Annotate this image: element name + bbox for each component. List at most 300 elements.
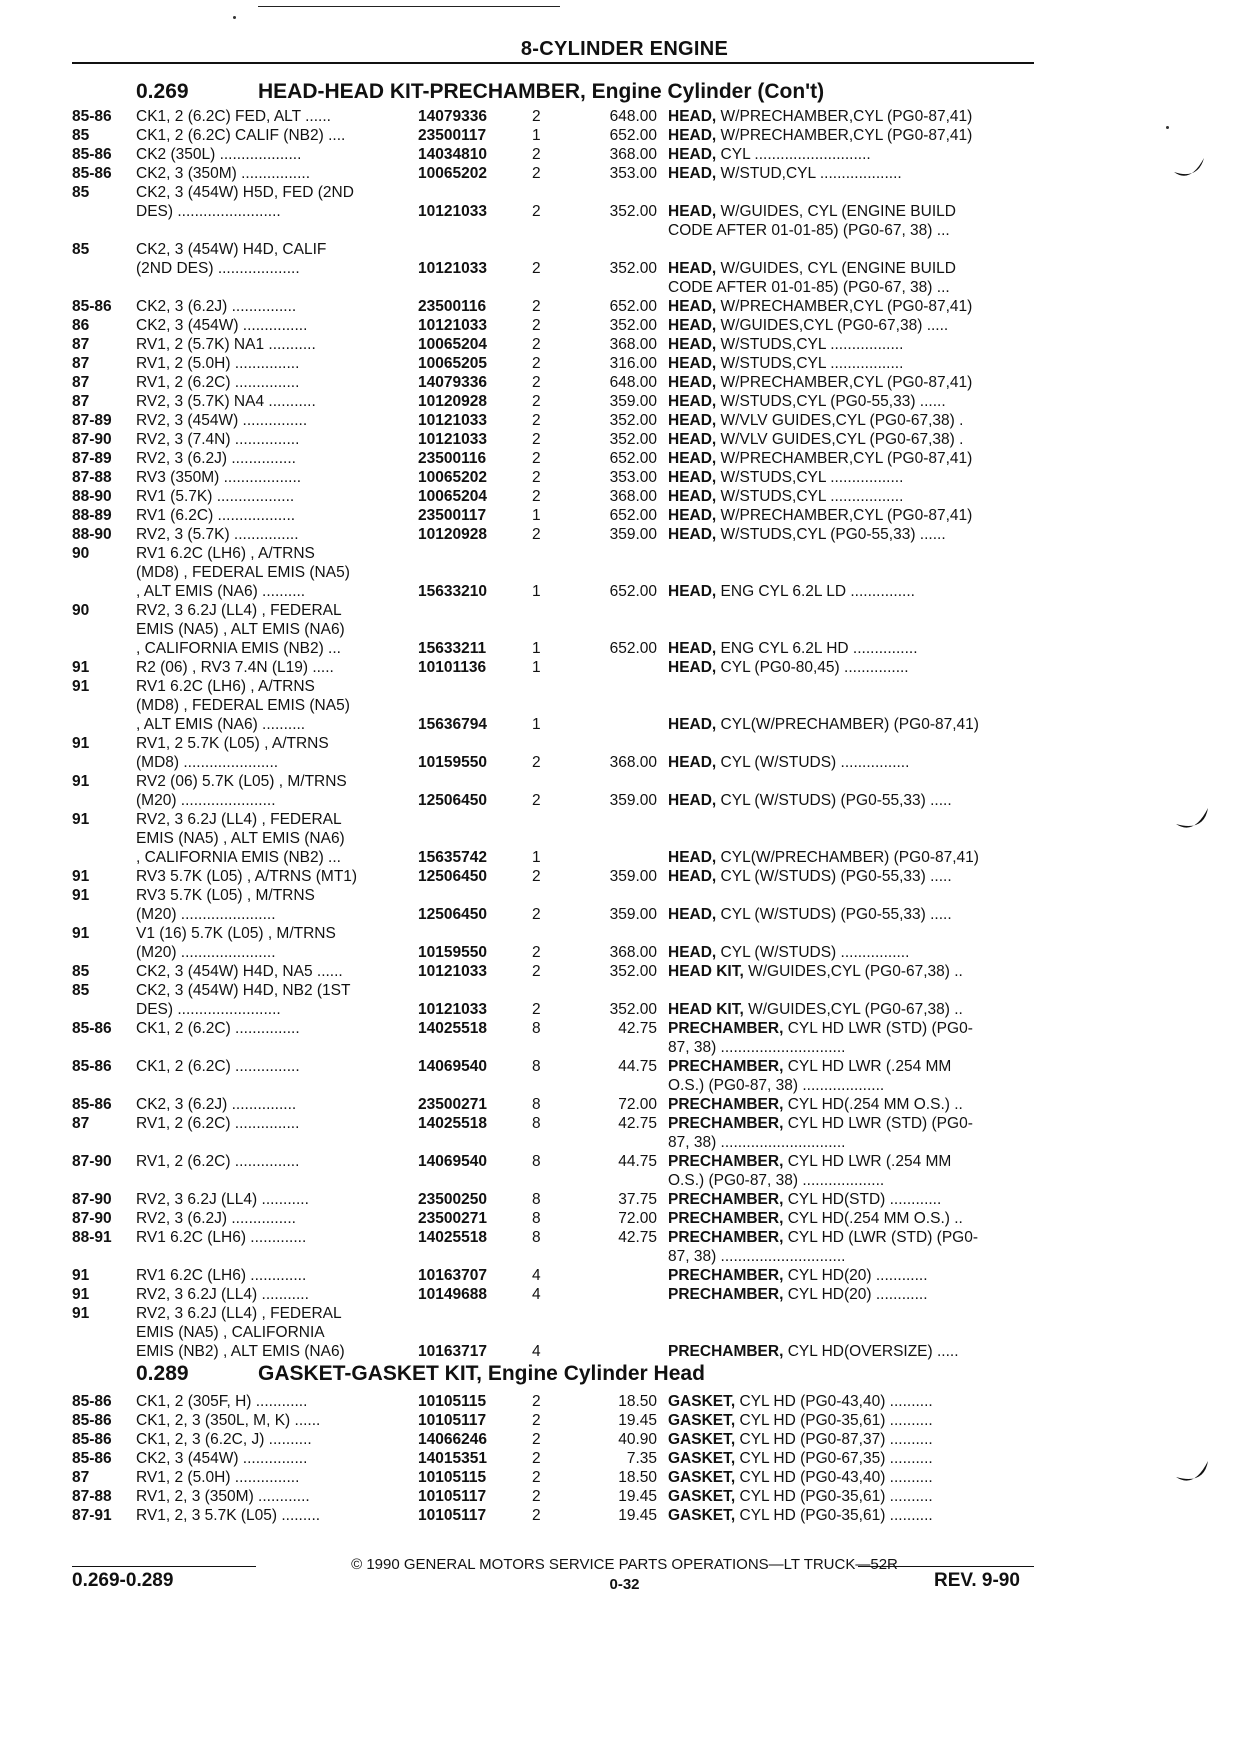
application: DES) ........................ [136,203,281,220]
quantity: 2 [532,526,541,543]
table-row [72,146,1062,165]
quantity: 2 [532,488,541,505]
part-keyword: HEAD, [668,431,717,448]
model-year: 87 [72,374,90,391]
application: RV1, 2 (5.0H) ............... [136,355,300,372]
quantity: 8 [532,1020,541,1037]
application: CK2, 3 (350M) ................ [136,165,310,182]
table-row [72,1210,1062,1229]
quantity: 2 [532,412,541,429]
part-number: 10120928 [418,526,487,543]
price: 352.00 [609,1001,657,1018]
table-row [72,868,1062,887]
model-year: 90 [72,545,90,562]
quantity: 2 [532,450,541,467]
model-year: 87-89 [72,412,112,429]
price: 42.75 [618,1115,657,1132]
part-keyword: HEAD, [668,640,717,657]
application: RV1 (6.2C) .................. [136,507,296,524]
quantity: 2 [532,792,541,809]
application: RV1, 2 (6.2C) ............... [136,1115,300,1132]
application: RV2, 3 (7.4N) ............... [136,431,300,448]
price: 44.75 [618,1153,657,1170]
table-row [72,1507,1062,1526]
part-keyword: GASKET, [668,1431,736,1448]
quantity: 4 [532,1286,541,1303]
price: 368.00 [609,754,657,771]
part-number: 14066246 [418,1431,487,1448]
part-keyword: PRECHAMBER, [668,1115,784,1132]
quantity: 2 [532,868,541,885]
part-keyword: GASKET, [668,1450,736,1467]
part-keyword: HEAD, [668,583,717,600]
quantity: 8 [532,1229,541,1246]
table-row [72,906,1062,925]
part-number: 10159550 [418,754,487,771]
table-row [72,317,1062,336]
application: RV2, 3 (454W) ............... [136,412,308,429]
application: (M20) ...................... [136,906,276,923]
part-keyword: HEAD, [668,165,717,182]
table-row [72,165,1062,184]
table-row [72,298,1062,317]
table-row [72,469,1062,488]
table-row [72,488,1062,507]
model-year: 91 [72,887,90,904]
model-year: 88-90 [72,488,112,505]
application: , CALIFORNIA EMIS (NB2) ... [136,640,341,657]
model-year: 85-86 [72,1393,112,1410]
quantity: 8 [532,1191,541,1208]
application: CK2, 3 (454W) ............... [136,1450,308,1467]
model-year: 85-86 [72,1096,112,1113]
price: 368.00 [609,336,657,353]
part-number: 14069540 [418,1058,487,1075]
model-year: 87-90 [72,1210,112,1227]
part-number: 10065202 [418,469,487,486]
description: HEAD, W/VLV GUIDES,CYL (PG0-67,38) . [668,412,964,429]
quantity: 1 [532,716,541,733]
model-year: 88-90 [72,526,112,543]
part-keyword: HEAD, [668,146,717,163]
part-number: 10105117 [418,1412,487,1429]
part-keyword: HEAD, [668,450,717,467]
part-number: 12506450 [418,792,487,809]
part-number: 14025518 [418,1020,487,1037]
model-year: 85-86 [72,108,112,125]
quantity: 2 [532,374,541,391]
binder-hole-mark [1168,150,1208,190]
application: RV2, 3 (6.2J) ............... [136,1210,296,1227]
description: HEAD, CYL (W/STUDS) ................ [668,754,910,771]
description: HEAD, W/STUDS,CYL (PG0-55,33) ...... [668,393,946,410]
part-keyword: HEAD, [668,393,717,410]
table-row [72,1393,1062,1412]
application: CK1, 2, 3 (350L, M, K) ...... [136,1412,321,1429]
application: CK2, 3 (454W) H4D, NA5 ...... [136,963,343,980]
price: 7.35 [626,1450,657,1467]
price: 352.00 [609,963,657,980]
model-year: 85-86 [72,1450,112,1467]
description: HEAD, CYL (W/STUDS) (PG0-55,33) ..... [668,868,952,885]
description: HEAD, CYL (W/STUDS) (PG0-55,33) ..... [668,792,952,809]
part-keyword: HEAD, [668,849,717,866]
quantity: 2 [532,1469,541,1486]
description: GASKET, CYL HD (PG0-35,61) .......... [668,1488,933,1505]
application: CK2 (350L) ................... [136,146,302,163]
description: HEAD, CYL (W/STUDS) (PG0-55,33) ..... [668,906,952,923]
table-row [72,1096,1062,1115]
quantity: 2 [532,260,541,277]
table-row [72,108,1062,127]
table-row [72,678,1062,697]
price: 648.00 [609,108,657,125]
quantity: 1 [532,849,541,866]
title-rule [72,62,1034,64]
speck [1166,126,1169,129]
table-row [72,982,1062,1001]
table-row [72,830,1062,849]
quantity: 8 [532,1096,541,1113]
table-row [72,393,1062,412]
price: 44.75 [618,1058,657,1075]
price: 359.00 [609,868,657,885]
quantity: 2 [532,963,541,980]
application: (M20) ...................... [136,944,276,961]
table-row [72,1020,1062,1039]
description: HEAD, CYL(W/PRECHAMBER) (PG0-87,41) [668,716,979,733]
model-year: 88-89 [72,507,112,524]
part-number: 15633210 [418,583,487,600]
description: PRECHAMBER, CYL HD(20) ............ [668,1286,928,1303]
table-row [72,431,1062,450]
price: 352.00 [609,317,657,334]
application: CK1, 2, 3 (6.2C, J) .......... [136,1431,312,1448]
part-number: 10121033 [418,412,487,429]
quantity: 2 [532,431,541,448]
quantity: 2 [532,906,541,923]
table-row [72,1134,1062,1153]
table-row [72,184,1062,203]
application: RV2, 3 6.2J (LL4) , FEDERAL [136,811,342,828]
description: GASKET, CYL HD (PG0-35,61) .......... [668,1507,933,1524]
quantity: 8 [532,1115,541,1132]
section-header-0269 [72,80,1062,110]
description: HEAD, W/GUIDES, CYL (ENGINE BUILD [668,260,956,277]
description: PRECHAMBER, CYL HD(STD) ............ [668,1191,942,1208]
part-number: 10105117 [418,1507,487,1524]
footer-copyright: © 1990 GENERAL MOTORS SERVICE PARTS OPERATIONS—LT TRUCK—52R [351,1556,898,1573]
table-row [72,1343,1062,1362]
model-year: 85-86 [72,1412,112,1429]
part-keyword: PRECHAMBER, [668,1020,784,1037]
application: RV2, 3 (5.7K) NA4 ........... [136,393,316,410]
model-year: 85-86 [72,1431,112,1448]
part-number: 10101136 [418,659,487,676]
application: CK2, 3 (6.2J) ............... [136,1096,297,1113]
quantity: 2 [532,165,541,182]
application: (MD8) ...................... [136,754,279,771]
application: CK1, 2 (6.2C) ............... [136,1020,300,1037]
price: 19.45 [618,1507,657,1524]
quantity: 8 [532,1058,541,1075]
description: 87, 38) ............................. [668,1039,846,1056]
quantity: 1 [532,640,541,657]
description: GASKET, CYL HD (PG0-43,40) .......... [668,1393,933,1410]
table-row [72,222,1062,241]
price: 368.00 [609,944,657,961]
part-keyword: PRECHAMBER, [668,1191,784,1208]
model-year: 91 [72,773,90,790]
price: 352.00 [609,412,657,429]
model-year: 87-90 [72,431,112,448]
model-year: 87 [72,355,90,372]
description: PRECHAMBER, CYL HD LWR (STD) (PG0- [668,1020,973,1037]
application: RV1 6.2C (LH6) , A/TRNS [136,545,315,562]
description: HEAD KIT, W/GUIDES,CYL (PG0-67,38) .. [668,1001,963,1018]
quantity: 4 [532,1267,541,1284]
model-year: 91 [72,925,90,942]
footer-page-number: 0-32 [609,1576,640,1593]
table-row [72,1001,1062,1020]
part-number: 23500271 [418,1096,487,1113]
description: HEAD, W/PRECHAMBER,CYL (PG0-87,41) [668,450,973,467]
description: HEAD, ENG CYL 6.2L LD ............... [668,583,915,600]
model-year: 87 [72,1469,90,1486]
description: HEAD, W/PRECHAMBER,CYL (PG0-87,41) [668,127,973,144]
application: CK2, 3 (454W) H4D, NB2 (1ST [136,982,351,999]
part-number: 23500271 [418,1210,487,1227]
model-year: 85-86 [72,1020,112,1037]
part-number: 10065202 [418,165,487,182]
model-year: 91 [72,735,90,752]
part-number: 10163717 [418,1343,487,1360]
quantity: 2 [532,469,541,486]
application: RV2, 3 (5.7K) ............... [136,526,299,543]
table-row [72,1039,1062,1058]
price: 652.00 [609,450,657,467]
description: GASKET, CYL HD (PG0-67,35) .......... [668,1450,933,1467]
description: HEAD, W/STUDS,CYL (PG0-55,33) ...... [668,526,946,543]
table-row [72,773,1062,792]
table-row [72,507,1062,526]
model-year: 87-89 [72,450,112,467]
table-row [72,944,1062,963]
quantity: 8 [532,1210,541,1227]
table-row [72,412,1062,431]
application: RV1, 2 (5.0H) ............... [136,1469,300,1486]
price: 42.75 [618,1229,657,1246]
application: RV2, 3 6.2J (LL4) , FEDERAL [136,1305,342,1322]
model-year: 87-90 [72,1191,112,1208]
quantity: 2 [532,336,541,353]
part-number: 14025518 [418,1115,487,1132]
model-year: 91 [72,1305,90,1322]
part-number: 14079336 [418,108,487,125]
quantity: 8 [532,1153,541,1170]
application: CK1, 2 (305F, H) ............ [136,1393,308,1410]
description: PRECHAMBER, CYL HD(.254 MM O.S.) .. [668,1210,963,1227]
part-keyword: HEAD, [668,792,717,809]
table-row [72,203,1062,222]
part-keyword: GASKET, [668,1412,736,1429]
table-row [72,640,1062,659]
application: DES) ........................ [136,1001,281,1018]
part-number: 10065204 [418,488,487,505]
model-year: 87-90 [72,1153,112,1170]
application: R2 (06) , RV3 7.4N (L19) ..... [136,659,334,676]
table-row [72,1286,1062,1305]
model-year: 85 [72,241,90,258]
table-row [72,241,1062,260]
quantity: 2 [532,317,541,334]
model-year: 90 [72,602,90,619]
part-keyword: HEAD KIT, [668,963,744,980]
part-number: 10120928 [418,393,487,410]
price: 352.00 [609,203,657,220]
application: RV1 6.2C (LH6) ............. [136,1229,307,1246]
part-number: 10065204 [418,336,487,353]
description: HEAD, W/PRECHAMBER,CYL (PG0-87,41) [668,108,973,125]
price: 353.00 [609,165,657,182]
part-keyword: HEAD, [668,260,717,277]
section-code: 0.289 [136,1362,189,1385]
table-row [72,545,1062,564]
model-year: 85 [72,184,90,201]
table-row [72,1324,1062,1343]
application: RV1, 2, 3 (350M) ............ [136,1488,310,1505]
model-year: 85-86 [72,1058,112,1075]
price: 368.00 [609,488,657,505]
part-number: 10105115 [418,1469,487,1486]
table-row [72,849,1062,868]
quantity: 2 [532,298,541,315]
application: , ALT EMIS (NA6) .......... [136,716,306,733]
part-keyword: PRECHAMBER, [668,1343,784,1360]
price: 352.00 [609,260,657,277]
model-year: 88-91 [72,1229,112,1246]
model-year: 85 [72,127,90,144]
price: 42.75 [618,1020,657,1037]
application: CK1, 2 (6.2C) ............... [136,1058,300,1075]
model-year: 87 [72,336,90,353]
application: RV1 6.2C (LH6) , A/TRNS [136,678,315,695]
description: HEAD, CYL ........................... [668,146,871,163]
description: HEAD, CYL (PG0-80,45) ............... [668,659,909,676]
application: (MD8) , FEDERAL EMIS (NA5) [136,697,350,714]
part-keyword: HEAD, [668,108,717,125]
description: HEAD, W/GUIDES, CYL (ENGINE BUILD [668,203,956,220]
application: RV2 (06) 5.7K (L05) , M/TRNS [136,773,347,790]
table-row [72,1191,1062,1210]
description: PRECHAMBER, CYL HD(20) ............ [668,1267,928,1284]
application: CK1, 2 (6.2C) CALIF (NB2) .... [136,127,346,144]
table-row [72,1229,1062,1248]
price: 316.00 [609,355,657,372]
table-row [72,1488,1062,1507]
model-year: 87 [72,393,90,410]
part-number: 10121033 [418,963,487,980]
part-number: 10159550 [418,944,487,961]
model-year: 86 [72,317,90,334]
part-keyword: HEAD, [668,374,717,391]
part-number: 23500250 [418,1191,487,1208]
part-keyword: GASKET, [668,1507,736,1524]
price: 40.90 [618,1431,657,1448]
model-year: 85-86 [72,298,112,315]
quantity: 4 [532,1343,541,1360]
part-keyword: HEAD, [668,906,717,923]
parts-table-0269 [72,108,1062,1362]
price: 18.50 [618,1393,657,1410]
application: , ALT EMIS (NA6) .......... [136,583,306,600]
description: HEAD, ENG CYL 6.2L HD ............... [668,640,918,657]
part-keyword: HEAD, [668,488,717,505]
description: CODE AFTER 01-01-85) (PG0-67, 38) ... [668,222,950,239]
table-row [72,754,1062,773]
part-number: 10065205 [418,355,487,372]
table-row [72,659,1062,678]
description: HEAD, W/STUD,CYL ................... [668,165,902,182]
application: V1 (16) 5.7K (L05) , M/TRNS [136,925,336,942]
part-number: 14015351 [418,1450,487,1467]
description: HEAD, W/VLV GUIDES,CYL (PG0-67,38) . [668,431,964,448]
description: HEAD KIT, W/GUIDES,CYL (PG0-67,38) .. [668,963,963,980]
table-row [72,887,1062,906]
part-number: 10121033 [418,1001,487,1018]
application: RV1 6.2C (LH6) ............. [136,1267,307,1284]
footer-section-range: 0.269-0.289 [72,1570,174,1591]
description: GASKET, CYL HD (PG0-35,61) .......... [668,1412,933,1429]
part-keyword: HEAD, [668,336,717,353]
part-keyword: GASKET, [668,1488,736,1505]
quantity: 2 [532,1450,541,1467]
description: GASKET, CYL HD (PG0-43,40) .......... [668,1469,933,1486]
model-year: 91 [72,1286,90,1303]
price: 352.00 [609,431,657,448]
table-row [72,450,1062,469]
table-row [72,1172,1062,1191]
table-row [72,127,1062,146]
part-keyword: PRECHAMBER, [668,1286,784,1303]
description: O.S.) (PG0-87, 38) ................... [668,1172,885,1189]
part-keyword: GASKET, [668,1469,736,1486]
footer-revision: REV. 9-90 [934,1570,1020,1591]
description: 87, 38) ............................. [668,1134,846,1151]
part-keyword: HEAD, [668,317,717,334]
table-row [72,602,1062,621]
section-title: GASKET-GASKET KIT, Engine Cylinder Head [258,1362,705,1385]
price: 359.00 [609,792,657,809]
quantity: 2 [532,944,541,961]
quantity: 1 [532,659,541,676]
part-number: 14034810 [418,146,487,163]
quantity: 2 [532,1412,541,1429]
description: PRECHAMBER, CYL HD LWR (.254 MM [668,1058,952,1075]
top-rule [258,6,560,7]
model-year: 85 [72,982,90,999]
part-keyword: HEAD, [668,868,717,885]
table-row [72,1469,1062,1488]
part-number: 10121033 [418,203,487,220]
description: HEAD, W/PRECHAMBER,CYL (PG0-87,41) [668,374,973,391]
section-code: 0.269 [136,80,189,103]
table-row [72,526,1062,545]
price: 19.45 [618,1412,657,1429]
application: RV2, 3 (6.2J) ............... [136,450,296,467]
description: HEAD, W/PRECHAMBER,CYL (PG0-87,41) [668,507,973,524]
model-year: 91 [72,678,90,695]
